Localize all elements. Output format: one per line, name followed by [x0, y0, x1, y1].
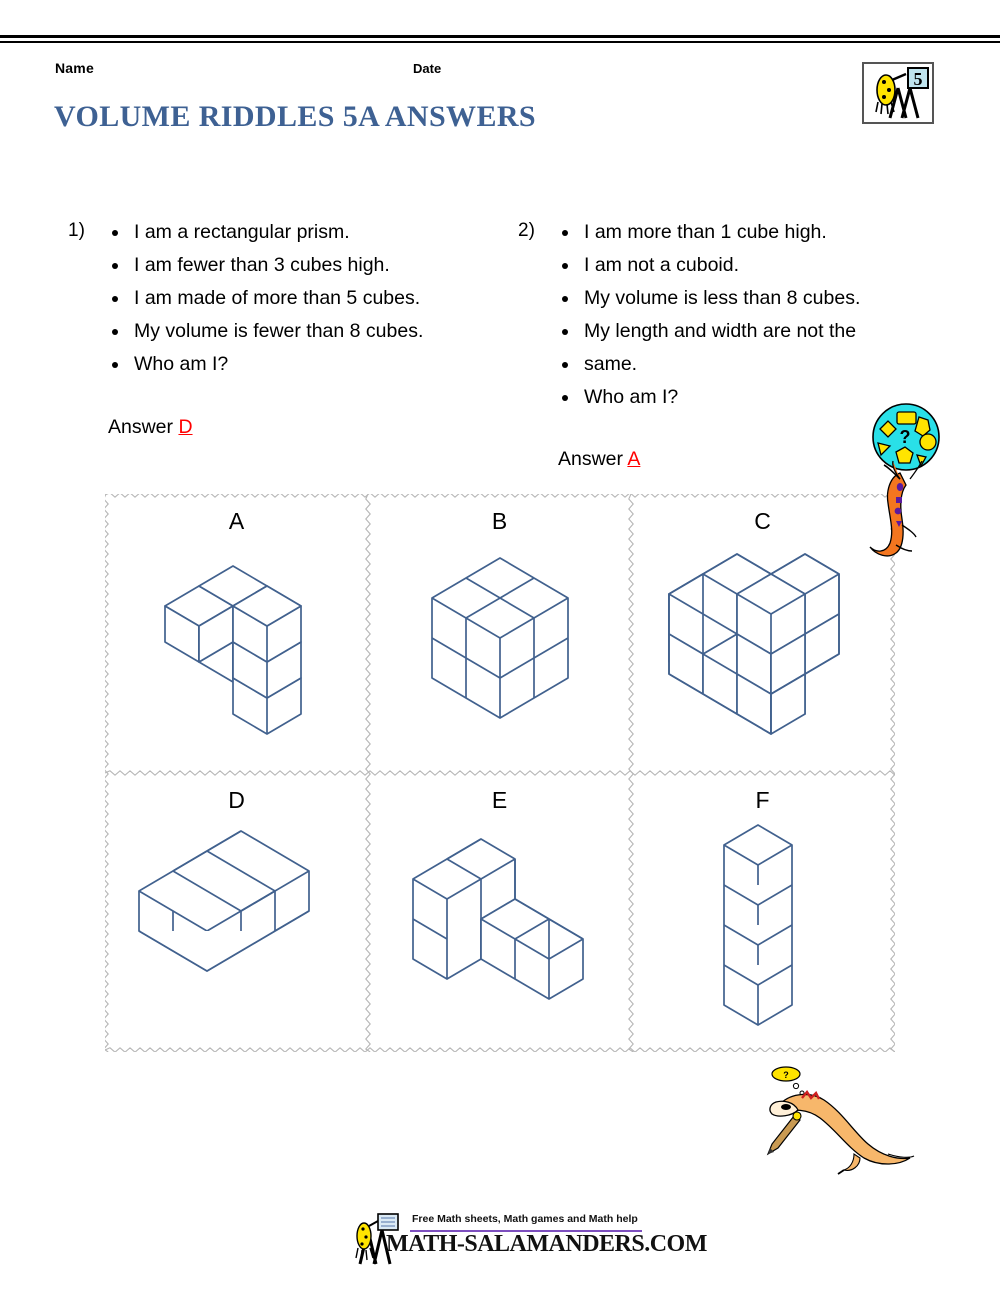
riddle-2-number: 2) [518, 220, 535, 241]
clue-item: My volume is fewer than 8 cubes. [106, 315, 423, 348]
riddle-1-answer-label: Answer [108, 416, 174, 438]
clue-item: Who am I? [556, 381, 860, 414]
shape-cell-b [368, 494, 631, 773]
clue-item: I am fewer than 3 cubes high. [106, 249, 423, 282]
riddle-2-answer [558, 448, 640, 471]
riddle-1-answer [108, 416, 193, 439]
riddle-1-answer-letter: D [178, 416, 193, 438]
riddle-1-number: 1) [68, 220, 85, 241]
shape-grid [105, 494, 895, 1052]
footer-branding [352, 1212, 707, 1270]
shape-art-e [368, 813, 631, 1051]
shape-art-c [631, 534, 894, 772]
shape-art-a [105, 534, 368, 772]
shape-label-d: D [228, 787, 245, 813]
shape-label-f: F [755, 787, 770, 813]
name-label: Name [55, 60, 94, 76]
clue-item: I am made of more than 5 cubes. [106, 282, 423, 315]
shape-cell-a [105, 494, 368, 773]
shape-label-a: A [228, 508, 245, 534]
logo-grade-number: 5 [913, 69, 923, 89]
shape-cell-c [631, 494, 894, 773]
shape-label-c: C [754, 508, 771, 534]
riddle-1-clue-list [106, 216, 423, 381]
date-label: Date [413, 61, 442, 76]
shape-art-d [105, 813, 368, 1051]
shape-label-e: E [491, 787, 508, 813]
shape-cell-d [105, 773, 368, 1052]
shape-art-b [368, 534, 631, 772]
clue-item-continuation: same. [556, 348, 860, 381]
riddle-2-answer-letter: A [627, 448, 641, 470]
page-title: VOLUME RIDDLES 5A ANSWERS [54, 100, 537, 133]
shape-cell-f [631, 773, 894, 1052]
clue-item: I am not a cuboid. [556, 249, 860, 282]
salamander-with-question-ball-icon [866, 403, 942, 563]
clue-item: I am more than 1 cube high. [556, 216, 860, 249]
clue-item: Who am I? [106, 348, 423, 381]
footer-tagline: Free Math sheets, Math games and Math help [412, 1213, 638, 1225]
header-rule-bottom [0, 41, 1000, 43]
shape-label-b: B [491, 508, 508, 534]
salamander-logo-icon [862, 62, 934, 124]
footer-brand[interactable]: MATH-SALAMANDERS.COM [386, 1231, 707, 1257]
salamander-with-pencil-icon [758, 1062, 918, 1180]
thought-question-mark: ? [783, 1070, 789, 1080]
clue-item: My volume is less than 8 cubes. [556, 282, 860, 315]
clue-item: My length and width are not the [556, 315, 860, 348]
ball-question-mark: ? [899, 427, 911, 447]
shape-art-f [631, 813, 894, 1051]
header-rule-top [0, 35, 1000, 39]
riddle-2-clue-list [556, 216, 860, 414]
shape-cell-e [368, 773, 631, 1052]
clue-item: I am a rectangular prism. [106, 216, 423, 249]
riddle-2-answer-label: Answer [558, 448, 624, 470]
